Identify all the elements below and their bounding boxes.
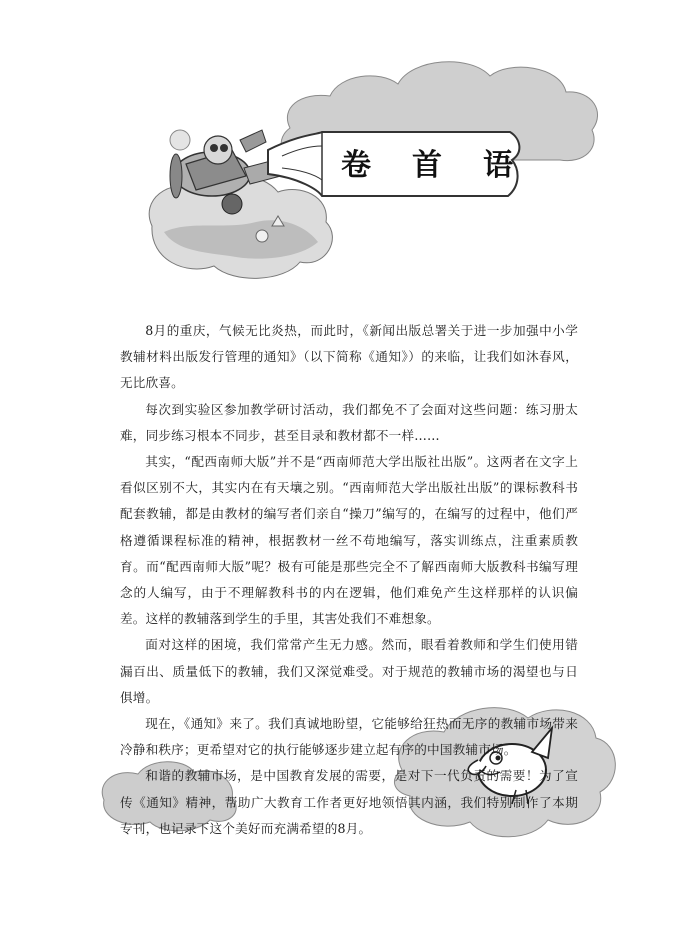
page-title <box>332 140 522 184</box>
paragraph-2: 每次到实验区参加教学研讨活动，我们都免不了会面对这些问题：练习册太难，同步练习根本不同步，甚至目录和教材都不一样…… <box>120 401 578 443</box>
title-char-3: 语 <box>483 148 513 183</box>
paragraph-6: 和谐的教辅市场，是中国教育发展的需要，是对下一代负责的需要！为了宣传《通知》精神，帮助广大教育工作者更好地领悟其内涵，我们特别制作了本期专刊，也记录下这个美好而充满希望的8月。 <box>120 768 578 836</box>
title-char-1: 卷 <box>341 148 371 183</box>
paragraph-1: 8月的重庆，气候无比炎热，而此时，《新闻出版总署关于进一步加强中小学教辅材料出版发行管理的通知》（以下简称《通知》）的来临，让我们如沐春风，无比欣喜。 <box>120 323 578 391</box>
paragraph-5: 现在，《通知》来了。我们真诚地盼望，它能够给狂热而无序的教辅市场带来冷静和秩序；更希望对它的执行能够逐步建立起有序的中国教辅市场。 <box>120 716 578 758</box>
paragraph-3: 其实，“配西南师大版”并不是“西南师范大学出版社出版”。这两者在文字上看似区别不大，其实内在有天壤之别。“西南师范大学出版社出版”的课标教科书配套教辅，都是由教材的编写者们亲自“操刀”编写的，在编写的过程中，他们严格遵循课程标准的精神，根据教材一丝不苟地编写，落实训练点，注重素质教育。而“配西南师大版”呢？极有可能是那些完全不了解西南师大版教科书编写理念的人编写，由于不理解教科书的内在逻辑，他们难免产生这样那样的认识偏差。这样的教辅落到学生的手里，其害处我们不难想象。 <box>120 454 578 627</box>
paragraph-4: 面对这样的困境，我们常常产生无力感。然而，眼看着教师和学生们使用错漏百出、质量低下的教辅，我们又深觉难受。对于规范的教辅市场的渴望也与日俱增。 <box>120 637 578 705</box>
title-char-2: 首 <box>412 148 442 183</box>
preface-article <box>120 318 578 842</box>
